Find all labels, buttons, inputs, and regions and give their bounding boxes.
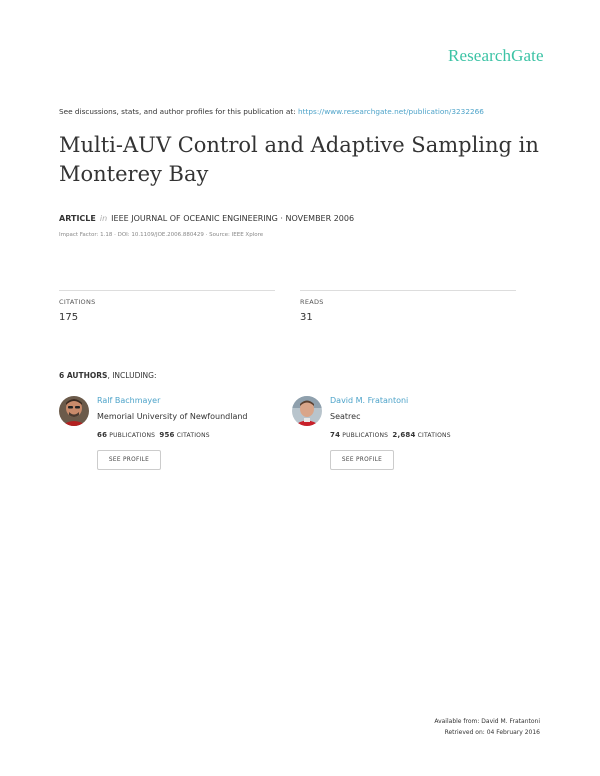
see-profile-button[interactable]: SEE PROFILE xyxy=(97,450,161,470)
citations-divider xyxy=(59,290,275,291)
avatar[interactable] xyxy=(59,396,89,426)
publication-link[interactable]: https://www.researchgate.net/publication/3232266 xyxy=(298,107,484,116)
publication-title: Multi-AUV Control and Adaptive Sampling in Monterey Bay xyxy=(59,133,539,186)
publication-meta xyxy=(59,214,354,223)
publication-type: ARTICLE xyxy=(59,214,96,223)
avatar[interactable] xyxy=(292,396,322,426)
authors-count: 6 AUTHORS xyxy=(59,371,108,380)
publication-venue: IEEE JOURNAL OF OCEANIC ENGINEERING · NOVEMBER 2006 xyxy=(111,214,355,223)
author-citations-label: CITATIONS xyxy=(176,432,210,439)
author-citations-count: 2,684 xyxy=(392,431,416,439)
impact-line: Impact Factor: 1.18 · DOI: 10.1109/JOE.2006.880429 · Source: IEEE Xplore xyxy=(59,232,264,238)
authors-heading xyxy=(59,371,157,380)
author-name[interactable]: David M. Fratantoni xyxy=(330,396,409,405)
publications-label: PUBLICATIONS xyxy=(342,432,389,439)
publications-count: 66 xyxy=(97,431,108,439)
reads-count: 31 xyxy=(300,312,313,323)
author-citations-label: CITATIONS xyxy=(417,432,451,439)
available-from: Available from: David M. Fratantoni xyxy=(434,718,540,725)
author-affiliation: Memorial University of Newfoundland xyxy=(97,412,248,421)
author-name[interactable]: Ralf Bachmayer xyxy=(97,396,161,405)
reads-label: READS xyxy=(300,298,324,306)
publications-label: PUBLICATIONS xyxy=(109,432,156,439)
authors-suffix: , INCLUDING: xyxy=(107,371,157,380)
researchgate-logo[interactable]: ResearchGate xyxy=(448,46,544,65)
discussions-text: See discussions, stats, and author profiles for this publication at: xyxy=(59,107,296,116)
reads-divider xyxy=(300,290,516,291)
author-affiliation: Seatrec xyxy=(330,412,361,421)
author-counts xyxy=(330,431,451,439)
citations-count: 175 xyxy=(59,312,79,323)
author-citations-count: 956 xyxy=(159,431,175,439)
in-word: in xyxy=(99,214,108,223)
citations-label: CITATIONS xyxy=(59,298,96,306)
see-profile-button[interactable]: SEE PROFILE xyxy=(330,450,394,470)
author-counts xyxy=(97,431,210,439)
retrieved-on: Retrieved on: 04 February 2016 xyxy=(444,729,540,736)
publications-count: 74 xyxy=(330,431,341,439)
discussions-line xyxy=(59,107,579,116)
